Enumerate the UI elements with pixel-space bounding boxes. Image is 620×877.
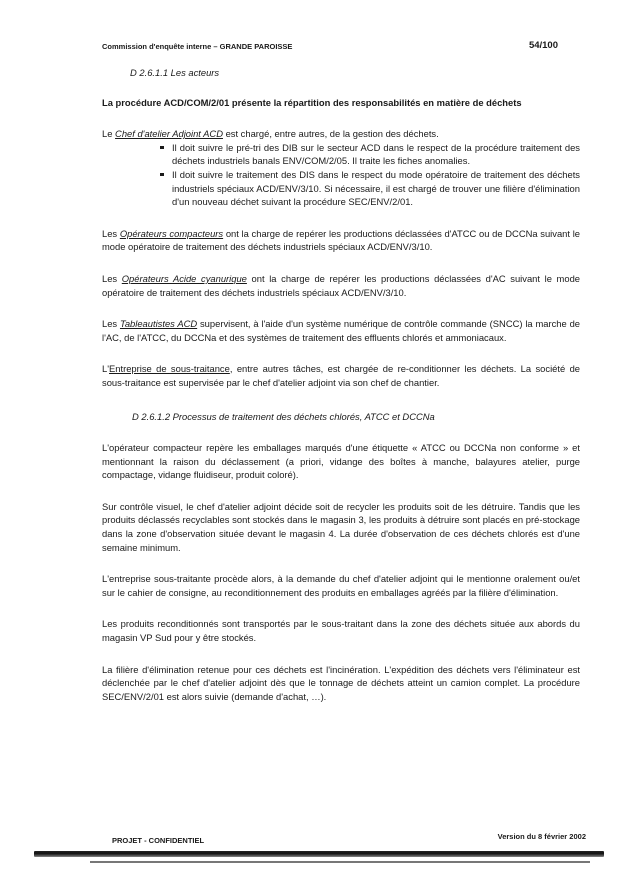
section-heading-acteurs: D 2.6.1.1 Les acteurs bbox=[130, 67, 220, 78]
scan-edge-bar bbox=[34, 851, 604, 857]
process-paragraph: L'entreprise sous-traitante procède alors, à la demande du chef d'atelier adjoint qui le mentionne oralement ou/et sur le cahier de consigne, au reconditionnement des produits en emballages agréés par la filière d'élimination. bbox=[102, 573, 580, 598]
chef-prefix: Le bbox=[102, 128, 116, 140]
role-tableautistes: Tableautistes ACD bbox=[119, 318, 198, 330]
op-acide-text: ont la charge de repérer les productions déclassées d'AC suivant le mode opératoire de traitement des déchets industriels spéciaux ACD/ENV/3/10. bbox=[102, 272, 581, 298]
intro-paragraph: La procédure ACD/COM/2/01 présente la répartition des responsabilités en matière de déchets bbox=[102, 96, 522, 108]
role-chef-atelier: Chef d'atelier Adjoint ACD bbox=[115, 128, 223, 140]
header-title: Commission d'enquête interne – GRANDE PAROISSE bbox=[102, 42, 293, 51]
list-item: Il doit suivre le pré-tri des DIB sur le secteur ACD dans le respect de la procédure traitement des déchets industriels banals ENV/COM/2/05. Il traite les fiches anomalies. bbox=[172, 141, 580, 167]
process-paragraph: Les produits reconditionnés sont transportés par le sous-traitant dans la zone des déchets située aux abords du magasin VP Sud pour y être stockés. bbox=[102, 618, 580, 644]
document-body bbox=[102, 66, 580, 703]
footer-confidential: PROJET - CONFIDENTIEL bbox=[112, 836, 205, 845]
role-operateurs-acide: Opérateurs Acide cyanurique bbox=[121, 272, 247, 284]
page-footer bbox=[112, 832, 586, 844]
scan-edge-line bbox=[90, 861, 590, 863]
op-compact-text: ont la charge de repérer les productions déclassées d'ATCC ou de DCCNa suivant le mode opératoire de traitement des déchets industriels spéciaux ACD/ENV/3/10. bbox=[102, 227, 580, 253]
entreprise-prefix: L' bbox=[102, 363, 110, 375]
entreprise-paragraph bbox=[102, 362, 580, 389]
section-heading-processus: D 2.6.1.2 Processus de traitement des déchets chlorés, ATCC et DCCNa bbox=[132, 410, 435, 422]
operateurs-acide-paragraph bbox=[102, 272, 580, 299]
entreprise-text: , entre autres tâches, est chargée de re-conditionner les déchets. La société de sous-traitance est supervisée par le chef d'atelier adjoint via son chef de chantier. bbox=[102, 363, 581, 388]
tableautistes-text: supervisent, à l'aide d'un système numérique de contrôle commande (SNCC) la marche de l'AC, de l'ATCC, du DCCNa et des systèmes de traitement des effluents chlorés et ammoniacaux. bbox=[102, 318, 580, 343]
process-paragraph: L'opérateur compacteur repère les emballages marqués d'une étiquette « ATCC ou DCCNa non conforme » et mentionnant la raison du déclassement (a priori, vidange des boîtes à manche, balayures atelier, purge compactage, vidange fluidiseur, produit coloré). bbox=[102, 442, 580, 481]
process-paragraph: Sur contrôle visuel, le chef d'atelier adjoint décide soit de recycler les produits soit de les détruire. Tandis que les produits déclassés recyclables sont stockés dans le magasin 3, les produits à détruire sont placés en pré-stockage dans la zone d'observation située devant le magasin 4. La durée d'observation de ces déchets chlorés est d'une semaine minimum. bbox=[102, 500, 580, 553]
tableautistes-prefix: Les bbox=[102, 318, 120, 330]
page-number: 54/100 bbox=[528, 40, 558, 51]
role-operateurs-compacteurs: Opérateurs compacteurs bbox=[119, 227, 224, 239]
chef-text: est chargé, entre autres, de la gestion des déchets. bbox=[222, 128, 439, 140]
operateurs-compacteurs-paragraph bbox=[102, 227, 580, 254]
op-acide-prefix: Les bbox=[102, 272, 122, 284]
role-entreprise: Entreprise de sous-traitance bbox=[109, 363, 230, 375]
op-compact-prefix: Les bbox=[102, 227, 120, 239]
list-item: Il doit suivre le traitement des DIS dans le respect du mode opératoire de traitement des déchets industriels spéciaux ACD/ENV/3/10. Si nécessaire, il est chargé de trouver une filière d'élimination d'un nouveau déchet suivant la procédure SEC/ENV/2/01. bbox=[172, 168, 580, 208]
footer-version: Version du 8 février 2002 bbox=[497, 832, 586, 841]
chef-paragraph bbox=[102, 127, 580, 141]
page-header bbox=[102, 40, 558, 54]
chef-duties-list bbox=[102, 141, 580, 209]
tableautistes-paragraph bbox=[102, 317, 580, 344]
process-paragraph: La filière d'élimination retenue pour ces déchets est l'incinération. L'expédition des déchets vers l'éliminateur est déclenchée par le chef d'atelier adjoint dès que le tonnage de déchets atteint un camion complet. La procédure SEC/ENV/2/01 est alors suivie (demande d'achat, …). bbox=[102, 663, 580, 702]
